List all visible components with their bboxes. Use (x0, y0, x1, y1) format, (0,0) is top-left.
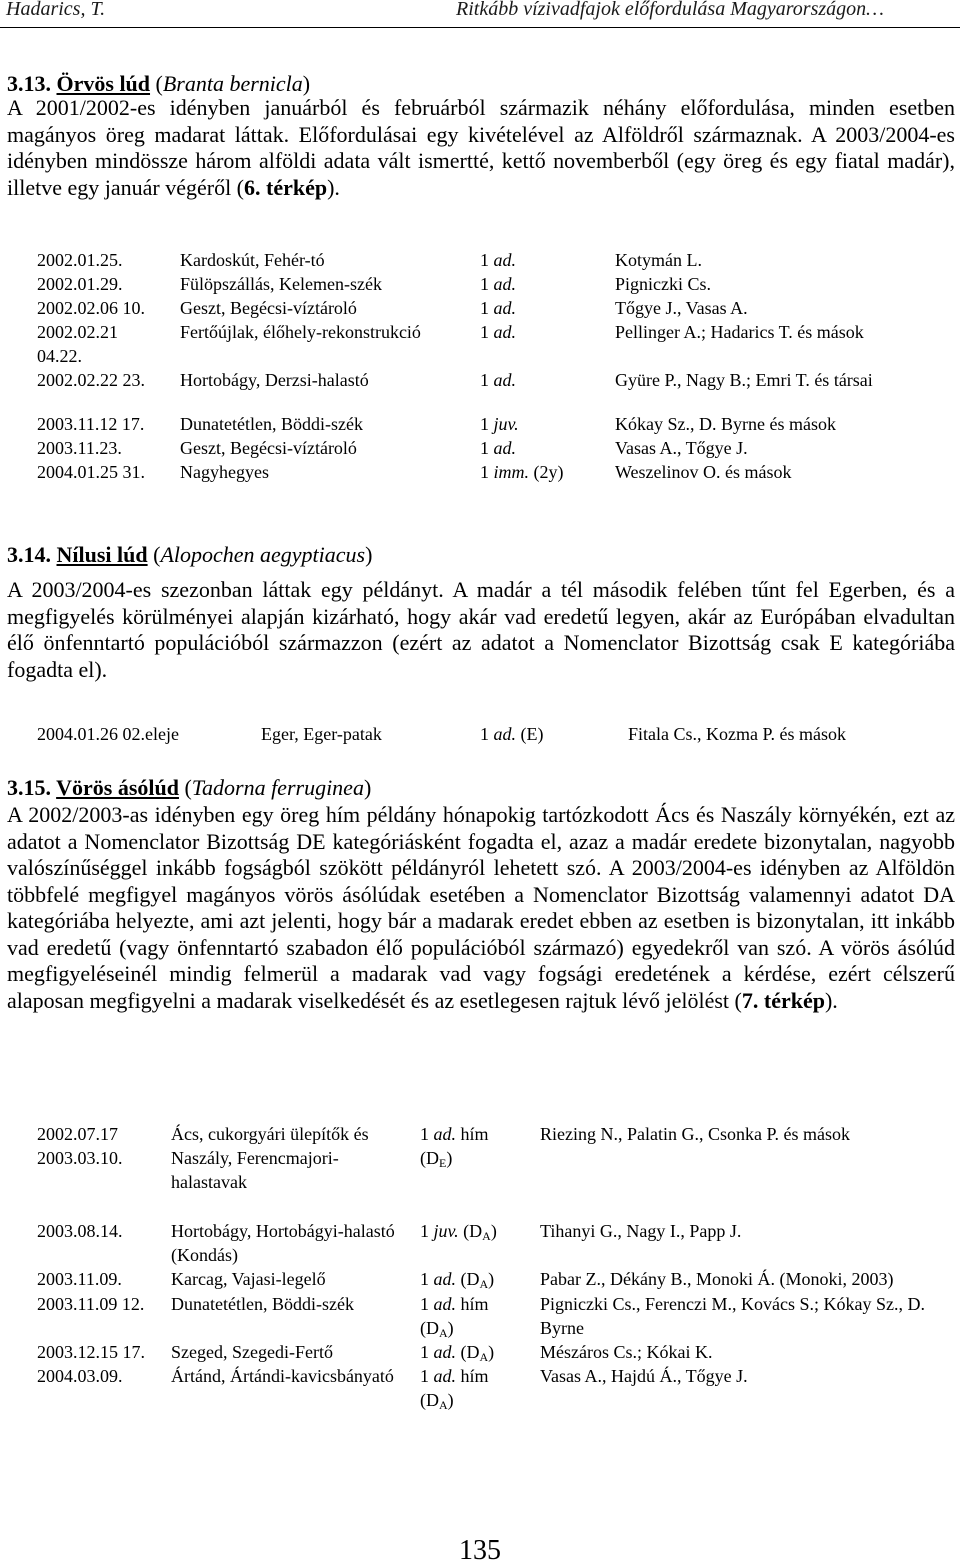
count-age: ad. (433, 1124, 456, 1144)
paren-open: ( (178, 775, 192, 800)
paragraph-end: ). (824, 987, 838, 1013)
species-name: Nílusi lúd (56, 542, 148, 567)
record-date: 2003.08.14. (37, 1221, 123, 1241)
header-title: Ritkább vízivadfajok előfordulása Magyarországon… (456, 0, 884, 20)
record-date: 2002.02.21 (37, 322, 118, 342)
section-314-paragraph (7, 577, 955, 683)
record-date: 04.22. (37, 346, 82, 366)
count-extra: (2y) (529, 462, 564, 482)
map-reference: 6. térkép (244, 174, 328, 200)
table-row (37, 722, 937, 746)
record-count (480, 722, 543, 746)
record-place: Dunatetétlen, Böddi-szék (171, 1294, 354, 1314)
record-date: 2002.07.17 2003.03.10. (37, 1124, 123, 1168)
count-subscript: A (439, 1326, 448, 1340)
count-extra: hím (D (420, 1366, 489, 1410)
section-number: 3.15. (7, 775, 57, 800)
section-313-title (7, 72, 955, 96)
species-name: Vörös ásólúd (56, 775, 179, 800)
record-date: 2002.01.25. (37, 250, 123, 270)
record-date: 2003.11.09. (37, 1269, 122, 1289)
count-number: 1 (420, 1221, 434, 1241)
count-extra: (D (456, 1269, 480, 1289)
record-place: Ártánd, Ártándi-kavicsbányató (171, 1366, 394, 1386)
count-number: 1 (420, 1294, 434, 1314)
record-count (480, 368, 516, 392)
paragraph-end: ). (327, 174, 340, 200)
record-date: 2003.11.12 17. (37, 414, 145, 434)
record-observers: Vasas A., Hajdú Á., Tőgye J. (540, 1366, 748, 1386)
record-date: 2002.02.22 23. (37, 370, 145, 390)
count-age: ad. (493, 370, 516, 390)
header-author: Hadarics, T. (6, 0, 106, 20)
record-count (480, 248, 516, 272)
record-observers: Pigniczki Cs., Ferenczi M., Kovács S.; Kókay Sz., D. Byrne (540, 1294, 925, 1338)
record-place: Geszt, Begécsi-víztároló (180, 438, 357, 458)
table-row (37, 296, 937, 320)
record-count (420, 1219, 518, 1243)
latin-name: Tadorna ferruginea (191, 775, 364, 800)
section-313-paragraph (7, 95, 955, 201)
paragraph-text: A 2002/2003-as idényben egy öreg hím példány hónapokig tartózkodott Ács és Naszály környékén, ezt az adatot a Nomenclator Bizottság DE kategóriásként fogadta el, azaz a madár eredete bizonytalan, nagyobb valószínűséggel inkább fogságból szökött példányról lehetett szó. A 2003/2004-es idényben az Alföldön többfelé megfigyel magányos vörös ásólúdak esetében a Nomenclator Bizottság valamennyi adatot DA kategóriába helyezte, ami azt jelenti, hogy bár a madarak eredet ebben az esetben is bizonytalan, itt inkább vad eredetű (vagy önfenntartó szabadon élő populációból származó) egyedekről van szó. A vörös ásólúd megfigyeléseinél mindig felmerül a madarak vad vagy fogsági eredetének a kérdése, ezért célszerű alaposan megfigyelni a madarak viselkedését és az esetlegesen rajtuk lévő jelölést ( (7, 802, 955, 1013)
record-observers: Riezing N., Palatin G., Csonka P. és mások (540, 1124, 850, 1144)
record-place: Szeged, Szegedi-Fertő (171, 1342, 333, 1362)
record-count (420, 1364, 518, 1412)
record-date: 2003.12.15 17. (37, 1342, 145, 1362)
count-number: 1 (480, 274, 494, 294)
record-count (480, 436, 516, 460)
paren-open: ( (147, 542, 161, 567)
count-extra: (E) (516, 724, 544, 744)
record-date: 2002.02.06 10. (37, 298, 145, 318)
count-age: imm. (493, 462, 529, 482)
count-age: ad. (493, 322, 516, 342)
count-number: 1 (480, 298, 494, 318)
count-subscript: E (439, 1156, 447, 1170)
section-number: 3.13. (7, 71, 57, 96)
record-observers: Tihanyi G., Nagy I., Papp J. (540, 1221, 742, 1241)
count-subscript: A (479, 1350, 489, 1364)
record-place: Hortobágy, Derzsi-halastó (180, 370, 369, 390)
section-number: 3.14. (7, 542, 57, 567)
record-place: Ács, cukorgyári ülepítők és Naszály, Ferencmajori-halastavak (171, 1124, 369, 1192)
count-age: juv. (493, 414, 519, 434)
table-row (37, 1340, 960, 1364)
species-name: Örvös lúd (56, 71, 151, 96)
count-age: ad. (493, 724, 516, 744)
count-number: 1 (480, 414, 494, 434)
count-number: 1 (480, 322, 494, 342)
count-close: ) (488, 1269, 495, 1289)
count-age: ad. (493, 298, 516, 318)
record-place: Fertőújlak, élőhely-rekonstrukció (180, 322, 421, 342)
paren-close: ) (363, 775, 372, 800)
record-date: 2002.01.29. (37, 274, 123, 294)
record-observers: Pellinger A.; Hadarics T. és mások (615, 322, 864, 342)
count-subscript: A (479, 1277, 489, 1291)
paragraph-text: A 2003/2004-es szezonban láttak egy példányt. A madár a tél második felében tűnt fel Egerben, és a megfigyelés körülményei alapján kizárható, hogy akár vad eredetű legyen, akár az Európában elvadultan élő önfenntartó populációból származzon (ezért az adatot a Nomenclator Bizottság csak E kategóriába fogadta el). (7, 577, 955, 682)
record-count (420, 1340, 518, 1364)
record-date: 2003.11.23. (37, 438, 122, 458)
record-observers: Kotymán L. (615, 250, 702, 270)
count-subscript: A (439, 1398, 448, 1412)
record-place: Eger, Eger-patak (261, 724, 382, 744)
page-number: 135 (459, 1535, 501, 1566)
count-age: ad. (493, 250, 516, 270)
table-row (37, 412, 937, 436)
record-observers: Vasas A., Tőgye J. (615, 438, 748, 458)
record-observers: Tőgye J., Vasas A. (615, 298, 748, 318)
count-extra: (D (456, 1342, 480, 1362)
count-close: ) (488, 1342, 495, 1362)
count-number: 1 (480, 462, 494, 482)
record-place: Karcag, Vajasi-legelő (171, 1269, 326, 1289)
record-date: 2004.01.26 02.eleje (37, 724, 179, 744)
record-date: 2004.03.09. (37, 1366, 123, 1386)
paren-close: ) (302, 71, 311, 96)
count-number: 1 (420, 1366, 434, 1386)
section-314-title (7, 543, 955, 567)
count-age: ad. (433, 1294, 456, 1314)
count-number: 1 (480, 438, 494, 458)
count-close: ) (446, 1148, 453, 1168)
count-age: ad. (493, 438, 516, 458)
count-number: 1 (420, 1269, 434, 1289)
count-close: ) (490, 1221, 497, 1241)
record-place: Geszt, Begécsi-víztároló (180, 298, 357, 318)
record-count (480, 320, 516, 344)
table-row (37, 344, 937, 368)
count-number: 1 (420, 1342, 434, 1362)
table-row (37, 1292, 960, 1340)
record-observers: Kókay Sz., D. Byrne és mások (615, 414, 836, 434)
records-table-313 (37, 248, 937, 484)
record-place: Nagyhegyes (180, 462, 269, 482)
count-number: 1 (480, 724, 494, 744)
table-row (37, 1122, 960, 1194)
latin-name: Branta bernicla (162, 71, 303, 96)
record-observers: Pigniczki Cs. (615, 274, 712, 294)
running-header (0, 0, 960, 26)
section-315-title (7, 776, 955, 800)
record-count (420, 1267, 518, 1291)
record-count (480, 272, 516, 296)
table-row (37, 436, 937, 460)
paragraph-text: A 2001/2002-es idényben januárból és februárból származik néhány előfordulása, minden esetben magányos öreg madarat láttak. Előfordulásai egy kivételével az Alföldről származnak. A 2003/2004-es idényben mindössze három alföldi adata vált ismertté, kettő novemberből (egy öreg és egy fiatal madár), illetve egy január végéről ( (7, 95, 955, 200)
count-subscript: A (482, 1229, 491, 1243)
record-observers: Fitala Cs., Kozma P. és mások (628, 724, 846, 744)
paren-open: ( (150, 71, 163, 96)
table-row (37, 368, 937, 392)
count-extra: (D (458, 1221, 483, 1241)
latin-name: Alopochen aegyptiacus (160, 542, 366, 567)
record-date: 2003.11.09 12. (37, 1294, 145, 1314)
count-age: juv. (433, 1221, 459, 1241)
count-close: ) (447, 1390, 454, 1410)
record-observers: Mészáros Cs.; Kókai K. (540, 1342, 713, 1362)
record-observers: Weszelinov O. és mások (615, 462, 792, 482)
count-extra: hím (D (420, 1124, 489, 1168)
record-count (420, 1122, 518, 1170)
record-date: 2004.01.25 31. (37, 462, 145, 482)
count-number: 1 (480, 250, 494, 270)
record-place: Kardoskút, Fehér-tó (180, 250, 325, 270)
paren-close: ) (365, 542, 373, 567)
count-number: 1 (420, 1124, 434, 1144)
header-rule (0, 27, 960, 28)
map-reference: 7. térkép (741, 987, 825, 1013)
count-age: ad. (433, 1269, 456, 1289)
count-extra: hím (D (420, 1294, 489, 1338)
record-count (480, 412, 519, 436)
table-row (37, 248, 937, 272)
table-row (37, 272, 937, 296)
records-table-314 (37, 722, 937, 746)
table-row (37, 320, 937, 344)
record-observers: Gyüre P., Nagy B.; Emri T. és társai (615, 370, 873, 390)
record-observers: Pabar Z., Dékány B., Monoki Á. (Monoki, 2003) (540, 1269, 894, 1289)
count-age: ad. (433, 1342, 456, 1362)
record-count (480, 460, 564, 484)
table-row (37, 1219, 960, 1267)
count-age: ad. (493, 274, 516, 294)
count-age: ad. (433, 1366, 456, 1386)
section-315-paragraph (7, 802, 955, 1014)
record-place: Hortobágy, Hortobágyi-halastó (Kondás) (171, 1221, 395, 1265)
table-row (37, 1267, 960, 1291)
record-place: Fülöpszállás, Kelemen-szék (180, 274, 382, 294)
table-row (37, 460, 937, 484)
record-place: Dunatetétlen, Böddi-szék (180, 414, 363, 434)
count-number: 1 (480, 370, 494, 390)
table-row (37, 1364, 960, 1412)
record-count (420, 1292, 518, 1340)
count-close: ) (447, 1318, 454, 1338)
record-count (480, 296, 516, 320)
